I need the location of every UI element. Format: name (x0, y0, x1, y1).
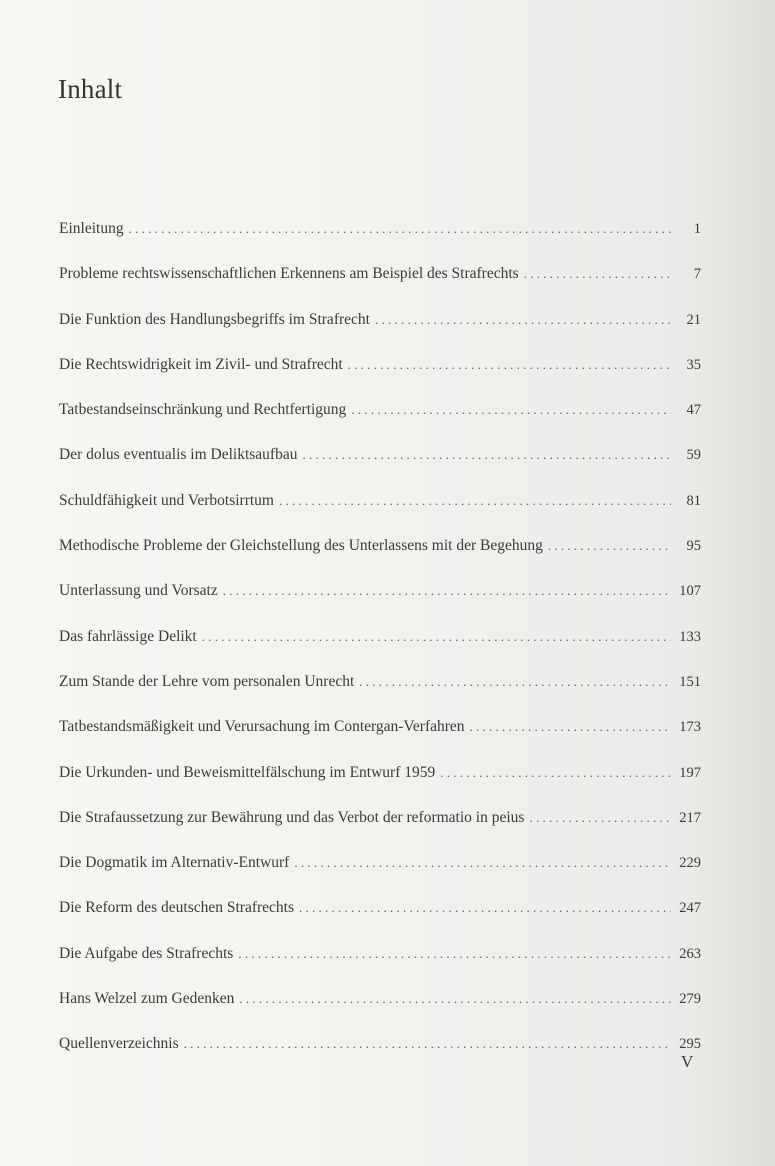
toc-entry (59, 763, 701, 808)
toc-entry-title: Schuldfähigkeit und Verbotsirrtum (59, 491, 274, 509)
toc-entry-page: 263 (679, 945, 701, 962)
toc-entry (59, 672, 701, 717)
toc-entry (59, 944, 701, 989)
dot-leader (351, 400, 671, 420)
toc-entry-title: Methodische Probleme der Gleichstellung des Unterlassens mit der Begehung (59, 537, 543, 555)
toc-entry-title: Die Dogmatik im Alternativ-Entwurf (59, 854, 290, 872)
toc-entry (59, 491, 701, 536)
dot-leader (239, 989, 671, 1009)
toc-entry-title: Probleme rechtswissenschaftlichen Erkennens am Beispiel des Strafrechts (59, 265, 519, 283)
toc-entry (59, 808, 701, 853)
toc-entry-page: 95 (686, 538, 701, 555)
toc-entry-page: 295 (679, 1036, 701, 1053)
dot-leader (299, 898, 671, 918)
toc-entry (59, 445, 701, 490)
toc-entry-title: Hans Welzel zum Gedenken (59, 990, 235, 1008)
toc-entry-page: 151 (679, 673, 701, 690)
toc-entry-title: Zum Stande der Lehre vom personalen Unrecht (59, 672, 355, 690)
toc-entry-page: 107 (679, 583, 701, 600)
toc-entry-title: Die Rechtswidrigkeit im Zivil- und Strafrecht (59, 355, 343, 373)
toc-entry-page: 197 (679, 764, 701, 781)
toc-entry-page: 133 (679, 628, 701, 645)
dot-leader (359, 672, 671, 692)
toc-entry-title: Tatbestandsmäßigkeit und Verursachung im Contergan-Verfahren (59, 718, 465, 736)
toc-entry (59, 717, 701, 762)
dot-leader (202, 627, 671, 647)
toc-entry-title: Tatbestandseinschränkung und Rechtfertigung (59, 401, 347, 419)
toc-entry-page: 35 (686, 356, 701, 373)
toc-entry (59, 898, 701, 943)
toc-entry (59, 1034, 701, 1079)
toc-entry-title: Quellenverzeichnis (59, 1035, 179, 1053)
toc-entry-title: Einleitung (59, 220, 124, 237)
toc-entry-page: 21 (686, 311, 701, 328)
dot-leader (223, 581, 671, 601)
toc-entry-page: 47 (686, 402, 701, 419)
toc-entry-page: 59 (686, 447, 701, 464)
table-of-contents (59, 219, 701, 1080)
dot-leader (440, 763, 671, 783)
toc-entry-title: Die Aufgabe des Strafrechts (59, 944, 234, 962)
toc-entry-page: 229 (679, 855, 701, 872)
toc-entry (59, 581, 701, 626)
toc-entry (59, 536, 701, 581)
toc-entry (59, 219, 701, 264)
toc-entry-title: Die Reform des deutschen Strafrechts (59, 899, 295, 917)
dot-leader (348, 355, 671, 375)
toc-entry-page: 81 (686, 492, 701, 509)
dot-leader (470, 717, 671, 737)
toc-entry (59, 310, 701, 355)
page-title: Inhalt (58, 74, 123, 104)
dot-leader (524, 264, 671, 284)
toc-entry (59, 989, 701, 1034)
dot-leader (279, 491, 671, 511)
dot-leader (548, 536, 671, 556)
toc-entry-page: 173 (679, 719, 701, 736)
toc-entry-title: Die Urkunden- und Beweismittelfälschung im Entwurf 1959 (59, 763, 436, 781)
dot-leader (302, 445, 671, 465)
toc-entry-page: 7 (693, 266, 701, 283)
toc-entry-title: Die Funktion des Handlungsbegriffs im Strafrecht (59, 310, 370, 328)
page-number: V (681, 1052, 694, 1071)
toc-entry-title: Der dolus eventualis im Deliktsaufbau (59, 446, 298, 464)
toc-entry-page: 217 (679, 809, 701, 826)
page-edge-shadow (705, 0, 775, 1166)
dot-leader (529, 808, 671, 828)
dot-leader (184, 1034, 671, 1054)
toc-entry-title: Das fahrlässige Delikt (59, 627, 197, 645)
dot-leader (129, 219, 671, 239)
toc-entry (59, 355, 701, 400)
toc-entry-page: 247 (679, 900, 701, 917)
toc-entry-page: 279 (679, 991, 701, 1008)
toc-entry-page: 1 (693, 221, 701, 237)
dot-leader (294, 853, 671, 873)
dot-leader (375, 310, 671, 330)
toc-entry-title: Die Strafaussetzung zur Bewährung und das Verbot der reformatio in peius (59, 808, 525, 826)
toc-entry (59, 853, 701, 898)
dot-leader (238, 944, 671, 964)
toc-entry (59, 627, 701, 672)
toc-entry-title: Unterlassung und Vorsatz (59, 582, 218, 600)
toc-entry (59, 400, 701, 445)
toc-entry (59, 264, 701, 309)
